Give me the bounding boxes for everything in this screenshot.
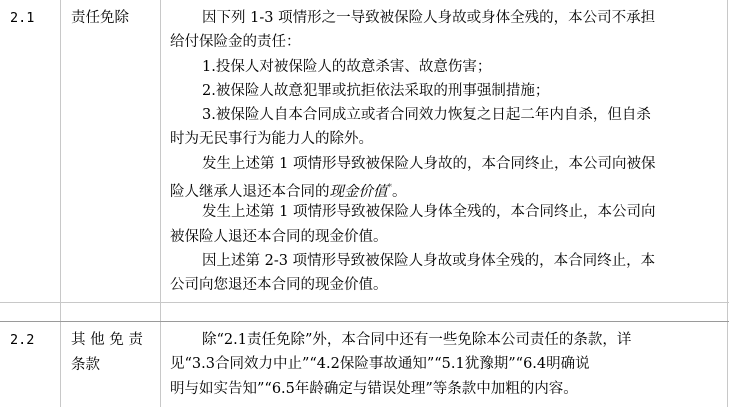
content-line: 时为无民事行为能力人的除外。 [170, 131, 373, 148]
content-line: 被保险人退还本合同的现金价值。 [170, 228, 388, 245]
column-divider-title [160, 0, 161, 407]
row-content [170, 6, 726, 298]
content-line: 3.被保险人自本合同成立或者合同效力恢复之日起二年内自杀，但自杀 [202, 107, 651, 124]
content-line: 发生上述第 1 项情形导致被保险人身故的，本合同终止，本公司向被保 [202, 155, 656, 172]
content-line: 见“3.3合同效力中止”“4.2保险事故通知”“5.1犹豫期”“6.4明确说 [170, 356, 590, 373]
footnote-mark: * [387, 183, 392, 194]
row-title: 责任免除 [71, 10, 129, 26]
content-line [170, 176, 726, 200]
content-line: 公司向您退还本合同的现金价值。 [170, 277, 388, 294]
content-line: 明与如实告知”“6.5年龄确定与错误处理”等条款中加粗的内容。 [170, 380, 578, 397]
content-text: 险人继承人退还本合同的 [170, 183, 330, 200]
content-line: 因下列 1-3 项情形之一导致被保险人身故或身体全残的，本公司不承担 [202, 10, 656, 26]
row-title-continued: 条款 [71, 357, 100, 373]
row-title: 其 他 免 责 [71, 332, 143, 348]
content-line: 发生上述第 1 项情形导致被保险人身体全残的，本合同终止，本公司向 [202, 204, 656, 221]
column-divider-right [727, 0, 728, 407]
content-line: 因上述第 2-3 项情形导致被保险人身故或身体全残的，本合同终止，本 [202, 252, 656, 269]
content-line: 2.被保险人故意犯罪或抗拒依法采取的刑事强制措施； [202, 82, 550, 99]
content-line: 给付保险金的责任： [170, 34, 301, 51]
content-line: 除“2.1责任免除”外，本合同中还有一些免除本公司责任的条款，详 [202, 332, 632, 348]
glossary-term: 现金价值 [329, 183, 388, 200]
content-text: 。 [392, 183, 407, 200]
row-divider [0, 302, 729, 303]
row-number: 2.1 [10, 10, 35, 26]
row-divider-strong [0, 321, 729, 322]
column-divider-number [60, 0, 61, 407]
row-number: 2.2 [10, 332, 35, 348]
row-content [170, 328, 726, 401]
content-line: 1.投保人对被保险人的故意杀害、故意伤害； [202, 58, 492, 75]
